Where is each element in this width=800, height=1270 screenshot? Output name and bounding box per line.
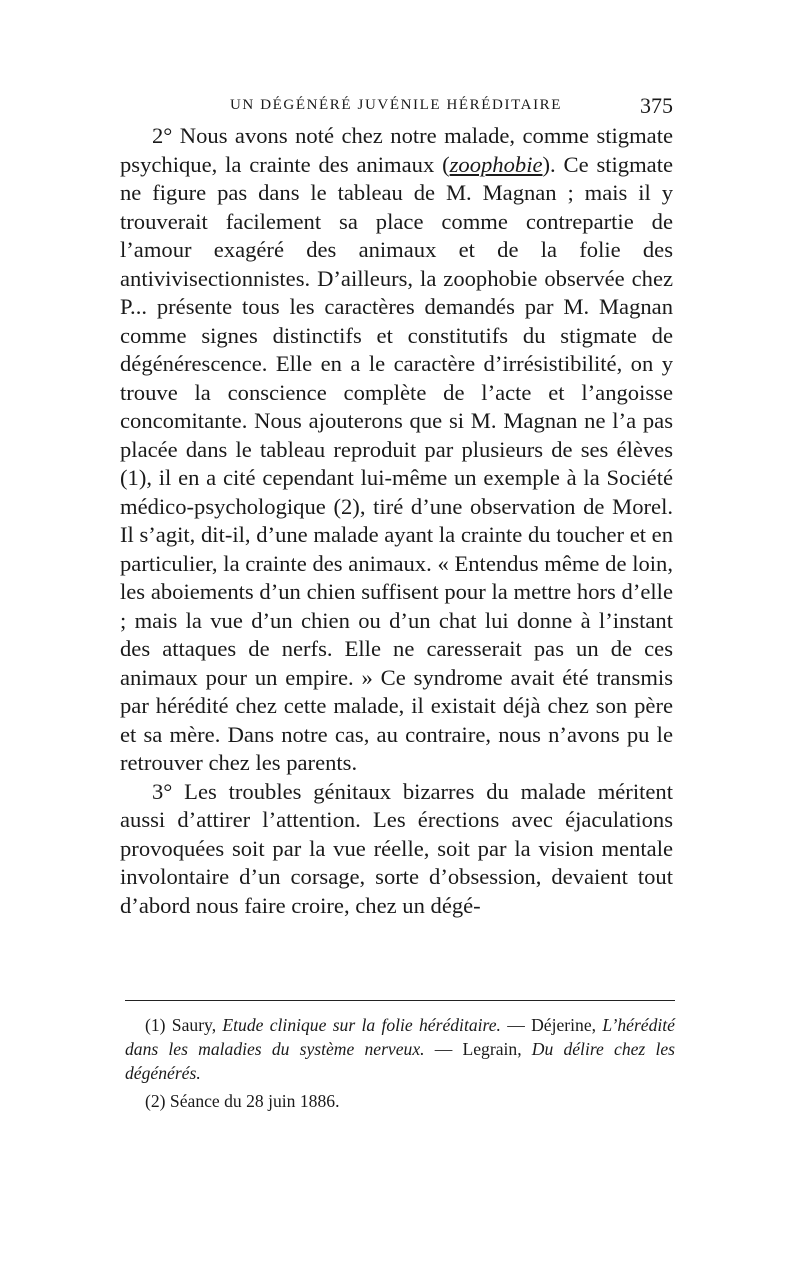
body-text [120,122,673,920]
footnote-rule [125,1000,675,1001]
footnote-1-part-b: — Déjerine, [500,1015,603,1035]
footnote-1-part-a: (1) Saury, [145,1015,223,1035]
page-header [120,95,673,125]
footnote-1-title-2: L’hérédité dans les maladies du système nerveux. [125,1015,675,1059]
page-number: 375 [640,93,673,118]
footnote-1-part-c: — Legrain, [424,1039,532,1059]
footnotes [125,1013,675,1117]
footnote-1 [125,1013,675,1085]
paragraph-zoophobia-part-2: ). Ce stigmate ne figure pas dans le tableau de M. Magnan ; mais il y trouverait facilement sa place comme contrepartie de l’amour exagéré des animaux et de la folie des antivivisectionnistes. D’ailleurs, la zoophobie observée chez P... présente tous les caractères demandés par M. Magnan comme signes distinctifs et constitutifs du stigmate de dégénérescence. Elle en a le caractère d’irrésistibilité, on y trouve la conscience complète de l’acte et l’angoisse concomitante. Nous ajouterons que si M. Magnan ne l’a pas placée dans le tableau reproduit par plusieurs de ses élèves (1), il en a cité cependant lui-même un exemple à la Société médico-psychologique (2), tiré d’une observation de Morel. Il s’agit, dit-il, d’une malade ayant la crainte du toucher et en particulier, la crainte des animaux. « Entendus même de loin, les aboiements d’un chien suffisent pour la mettre hors d’elle ; mais la vue d’un chien ou d’un chat lui donne à l’instant des attaques de nerfs. Elle ne caresserait pas un de ces animaux pour un empire. » Ce syndrome avait été transmis par hérédité chez cette malade, il existait déjà chez son père et sa mère. Dans notre cas, au contraire, nous n’avons pu le retrouver chez les parents. [120,151,673,775]
footnote-2: (2) Séance du 28 juin 1886. [145,1091,340,1111]
footnote-1-title-3: Du délire chez les dégénérés. [125,1039,675,1083]
term-zoophobie: zoophobie [449,151,543,177]
paragraph-genital-troubles: 3° Les troubles génitaux bizarres du malade méritent aussi d’attirer l’attention. Les érections avec éjaculations provoquées soit par la vue réelle, soit par la vision mentale involontaire d’un corsage, sorte d’obsession, devaient tout d’abord nous faire croire, chez un dégé- [120,778,673,918]
running-head: UN DÉGÉNÉRÉ JUVÉNILE HÉRÉDITAIRE [230,97,563,113]
footnote-1-title-1: Etude clinique sur la folie héréditaire. [222,1015,501,1035]
paragraph-zoophobia [120,122,673,778]
paragraph-zoophobia-part-1: 2° Nous avons noté chez notre malade, comme stigmate psychique, la crainte des animaux ( [120,123,673,177]
